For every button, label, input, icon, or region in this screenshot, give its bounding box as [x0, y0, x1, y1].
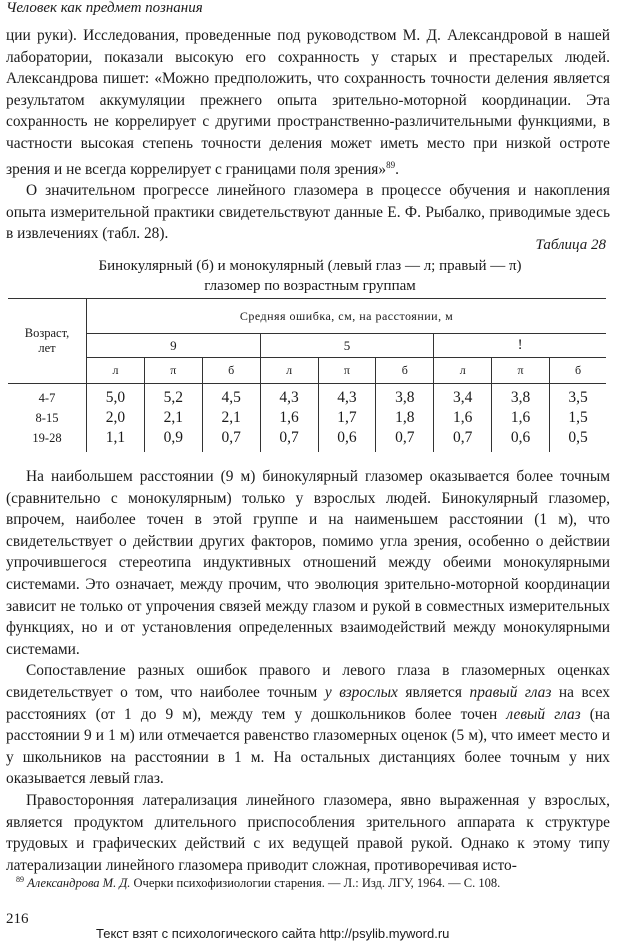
value-cell: 4,3: [260, 384, 318, 409]
mean-error-header: Средняя ошибка, см, на расстоянии, м: [87, 299, 607, 334]
footnote-number: 89: [16, 875, 24, 884]
age-cell: 4-7: [8, 384, 87, 409]
value-cell: 0,7: [260, 428, 318, 452]
age-cell: 19-28: [8, 428, 87, 452]
subheader-binocular: б: [376, 358, 434, 384]
paragraph-4-text: Сопоставление разных ошибок правого и левого глаза в глазомерных оценках свидетельствует о том, что наиболее точным: [6, 662, 610, 701]
value-cell: 3,4: [434, 384, 492, 409]
emphasis-adults: у взрослых: [324, 683, 398, 701]
footnote: [16, 875, 500, 891]
table-header-row-3: [8, 358, 606, 384]
text-block-top: [6, 25, 610, 245]
age-column-header: [8, 299, 87, 384]
distance-9-header: 9: [87, 334, 261, 358]
value-cell: 3,5: [568, 389, 588, 406]
subheader-left: л: [260, 358, 318, 384]
table-caption-line-1: Бинокулярный (б) и монокулярный (левый глаз — л; правый — π): [98, 258, 522, 274]
value-cell: 1,5: [568, 409, 588, 426]
table-row: [8, 408, 606, 428]
value-cell: 0,9: [144, 428, 202, 452]
paragraph-1-end: .: [395, 160, 399, 178]
table-caption-line-2: глазомер по возрастным группам: [204, 278, 416, 294]
paragraph-1-text: ции руки). Исследования, проведенные под руководством М. Д. Александровой в нашей лаборатории, показали высокую его сохранность у старых и престарелых людей. Александрова пишет: «Можно предположить, что сохранность точности деления является результатом аккумуляции прежнего опыта зрительно-моторной координации. Эта сохранность не коррелирует с другими пространственно-различительными функциями, в частности высокая степень точности деления может иметь место при низкой остроте зрения и не всегда коррелирует с границами поля зрения»: [6, 27, 610, 178]
table-row: [8, 428, 606, 452]
subheader-binocular: б: [550, 358, 607, 384]
running-head: Человек как предмет познания: [6, 0, 203, 16]
age-header-line-1: Возраст,: [24, 326, 70, 340]
value-cell: 0,6: [492, 428, 550, 452]
value-cell: 1,6: [434, 408, 492, 428]
value-cell: 0,7: [434, 428, 492, 452]
value-cell: 1,6: [260, 408, 318, 428]
text-block-bottom: [6, 466, 610, 876]
paragraph-4-text: на всех расстояниях (от 1 до 9 м), между тем у дошкольников более точен: [6, 683, 610, 723]
value-cell: 4,5: [202, 384, 260, 409]
value-cell: 0,7: [376, 428, 434, 452]
subheader-right: π: [318, 358, 376, 384]
value-cell: 5,2: [144, 384, 202, 409]
value-cell: 0,6: [318, 428, 376, 452]
subheader-right: π: [492, 358, 550, 384]
table-label: Таблица 28: [535, 237, 606, 253]
footnote-text: Очерки психофизиологии старения. — Л.: Изд. ЛГУ, 1964. — С. 108.: [130, 876, 501, 891]
value-cell: 3,8: [376, 384, 434, 409]
value-cell: 1,8: [376, 408, 434, 428]
value-cell: 0,5: [568, 429, 588, 446]
subheader-binocular: б: [202, 358, 260, 384]
paragraph-4-text: является: [397, 683, 470, 701]
source-note: Текст взят с психологического сайта http://psylib.myword.ru: [96, 926, 450, 941]
value-cell: 4,3: [318, 384, 376, 409]
footnote-author: Александрова М. Д.: [27, 876, 131, 891]
paragraph-1: [6, 25, 610, 180]
value-cell: 2,1: [144, 408, 202, 428]
table-header-row-2: [8, 334, 606, 358]
table-caption: [60, 256, 560, 296]
data-table: [8, 298, 606, 452]
paragraph-4: [6, 660, 610, 790]
age-header-line-2: лет: [38, 341, 56, 355]
page-number: 216: [6, 911, 29, 927]
distance-1-header: !: [434, 334, 606, 358]
value-cell: 2,0: [87, 408, 145, 428]
table-row: [8, 384, 606, 409]
value-cell: 3,8: [492, 384, 550, 409]
footnote-ref[interactable]: 89: [386, 159, 396, 170]
subheader-left: л: [87, 358, 145, 384]
value-cell: 1,7: [318, 408, 376, 428]
value-cell: 1,1: [87, 428, 145, 452]
value-cell: 1,6: [492, 408, 550, 428]
value-cell: 5,0: [87, 384, 145, 409]
value-cell: 0,7: [202, 428, 260, 452]
paragraph-3: На наибольшем расстоянии (9 м) бинокулярный глазомер оказывается более точным (сравнительно с монокулярным) только у взрослых людей. Бинокулярный глазомер, впрочем, наиболее точен в этой группе и на наименьшем расстоянии (1 м), что свидетельствует о действии других факторов, помимо угла зрения, особенно о действии упрочившегося стереотипа индуктивных отношений между обеими монокулярными системами. Это означает, между прочим, что эволюция зрительно-моторной координации зависит не только от упрочения связей между глазом и рукой в совместных измерительных функциях, но и от установления определенных взаимодействий между монокулярными системами.: [6, 468, 610, 658]
value-cell: 2,1: [202, 408, 260, 428]
paragraph-2: О значительном прогрессе линейного глазомера в процессе обучения и накопления опыта измерительной практики свидетельствуют данные Е. Ф. Рыбалко, приводимые здесь в извлечениях (табл. 28).: [6, 182, 610, 243]
subheader-right: π: [144, 358, 202, 384]
table-header-row-1: [8, 299, 606, 334]
subheader-left: л: [434, 358, 492, 384]
emphasis-right-eye: правый глаз: [469, 683, 552, 701]
paragraph-4-text: (на расстоянии 9 и 1 м) или отмечается равенство глазомерных оценок (5 м), что имеет место и у школьников на расстоянии в 1 м. На остальных дистанциях более точным у них оказывается левый глаз.: [6, 705, 610, 788]
distance-5-header: 5: [260, 334, 434, 358]
emphasis-left-eye: левый глаз: [506, 705, 581, 723]
age-cell: 8-15: [8, 408, 87, 428]
paragraph-5: Правосторонняя латерализация линейного глазомера, явно выраженная у взрослых, является продуктом длительного приспособления зрительного аппарата к структуре трудовых и графических действий с их ведущей правой рукой. Однако к этому типу латерализации линейного глазомера приводит сложная, противоречивая исто-: [6, 791, 610, 874]
